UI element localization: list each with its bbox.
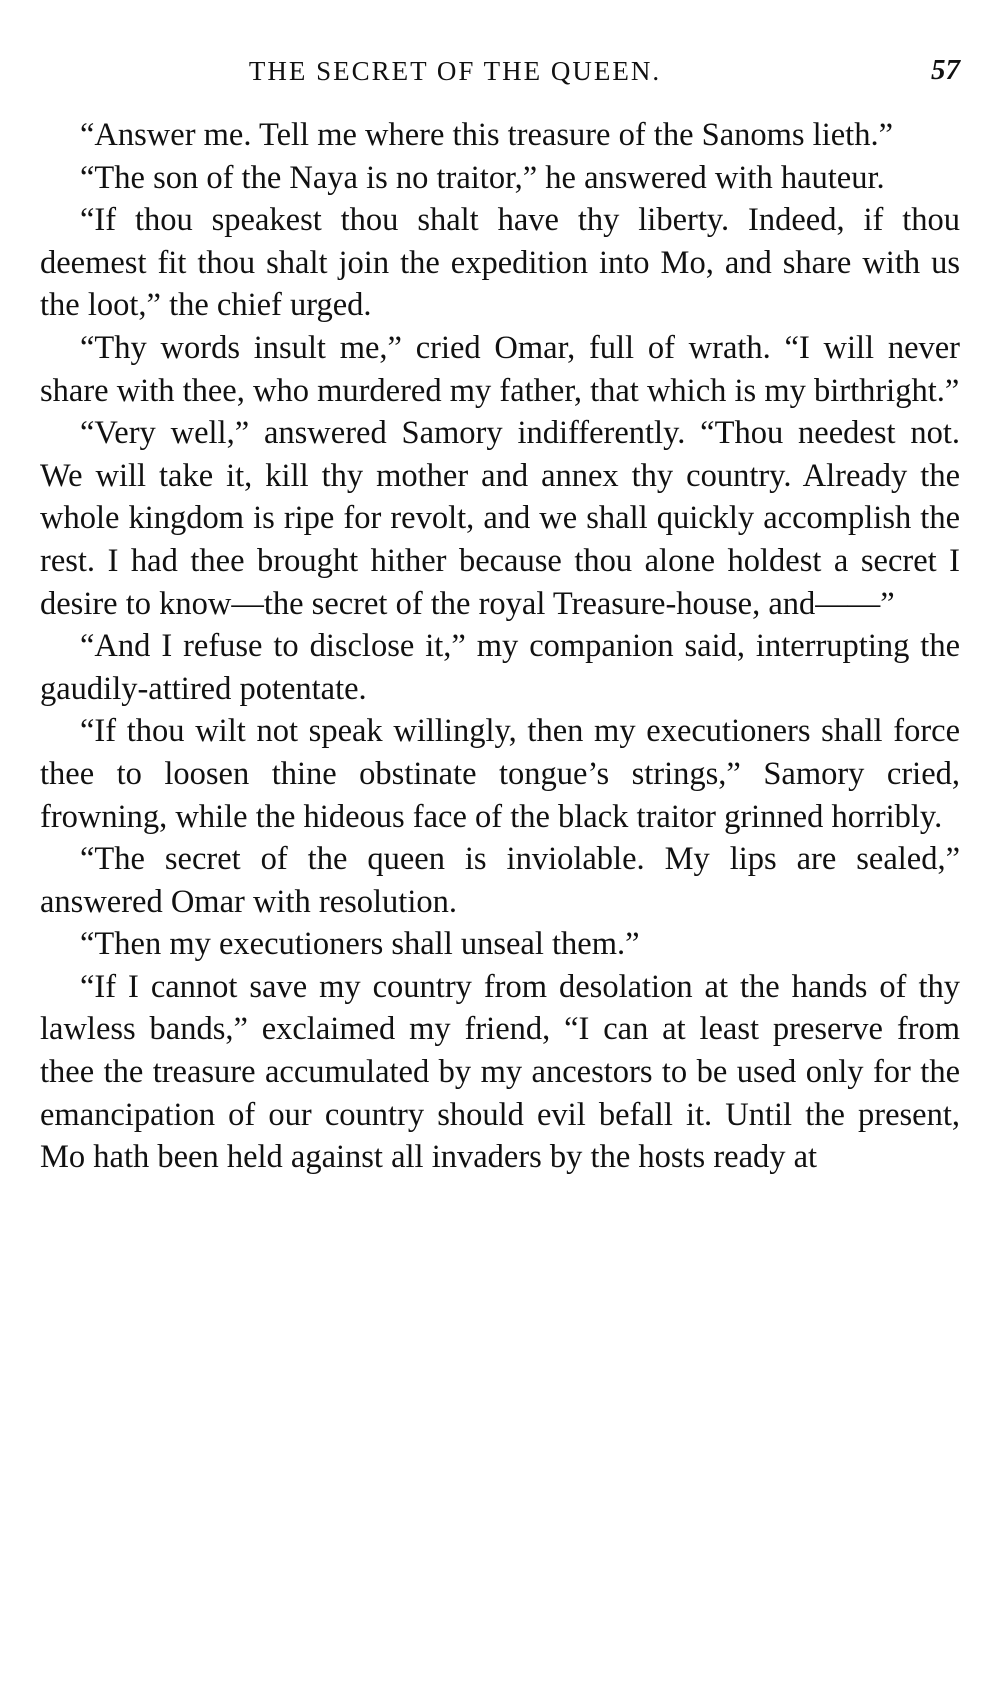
paragraph: “Answer me. Tell me where this treasure of the Sanoms lieth.” bbox=[80, 117, 893, 153]
paragraph: “If I cannot save my country from desolation at the hands of thy lawless bands,” exclaimed my friend, “I can at least preserve from thee the treasure accumulated by my ancestors to be used only for the emancipation of our country should evil befall it. Until the present, Mo hath been held against all invaders by the hosts ready at bbox=[40, 968, 960, 1176]
running-head bbox=[40, 52, 960, 92]
paragraph: “The secret of the queen is inviolable. My lips are sealed,” answered Omar with resolution. bbox=[40, 841, 960, 920]
running-title: THE SECRET OF THE QUEEN. bbox=[248, 56, 662, 86]
paragraph: “If thou speakest thou shalt have thy liberty. Indeed, if thou deemest fit thou shalt join the expedition into Mo, and share with us the loot,” the chief urged. bbox=[40, 202, 960, 324]
page-number: 57 bbox=[931, 54, 960, 86]
paragraph: “Very well,” answered Samory indifferently. “Thou needest not. We will take it, kill thy mother and annex thy country. Already the whole kingdom is ripe for revolt, and we shall quickly accomplish the rest. I had thee brought hither because thou alone holdest a secret I desire to know—the secret of the royal Treasure-house, and——” bbox=[40, 415, 960, 622]
paragraph: “The son of the Naya is no traitor,” he answered with hauteur. bbox=[80, 159, 885, 196]
paragraph: “Then my executioners shall unseal them.” bbox=[80, 926, 640, 963]
paragraph: “And I refuse to disclose it,” my companion said, interrupting the gaudily-attired potentate. bbox=[40, 628, 960, 707]
paragraph: “Thy words insult me,” cried Omar, full of wrath. “I will never share with thee, who murdered my father, that which is my birthright.” bbox=[40, 329, 960, 409]
paragraph: “If thou wilt not speak willingly, then my executioners shall force thee to loosen thine obstinate tongue’s strings,” Samory cried, frowning, while the hideous face of the black traitor grinned horribly. bbox=[40, 713, 960, 835]
body-text bbox=[40, 114, 960, 1179]
